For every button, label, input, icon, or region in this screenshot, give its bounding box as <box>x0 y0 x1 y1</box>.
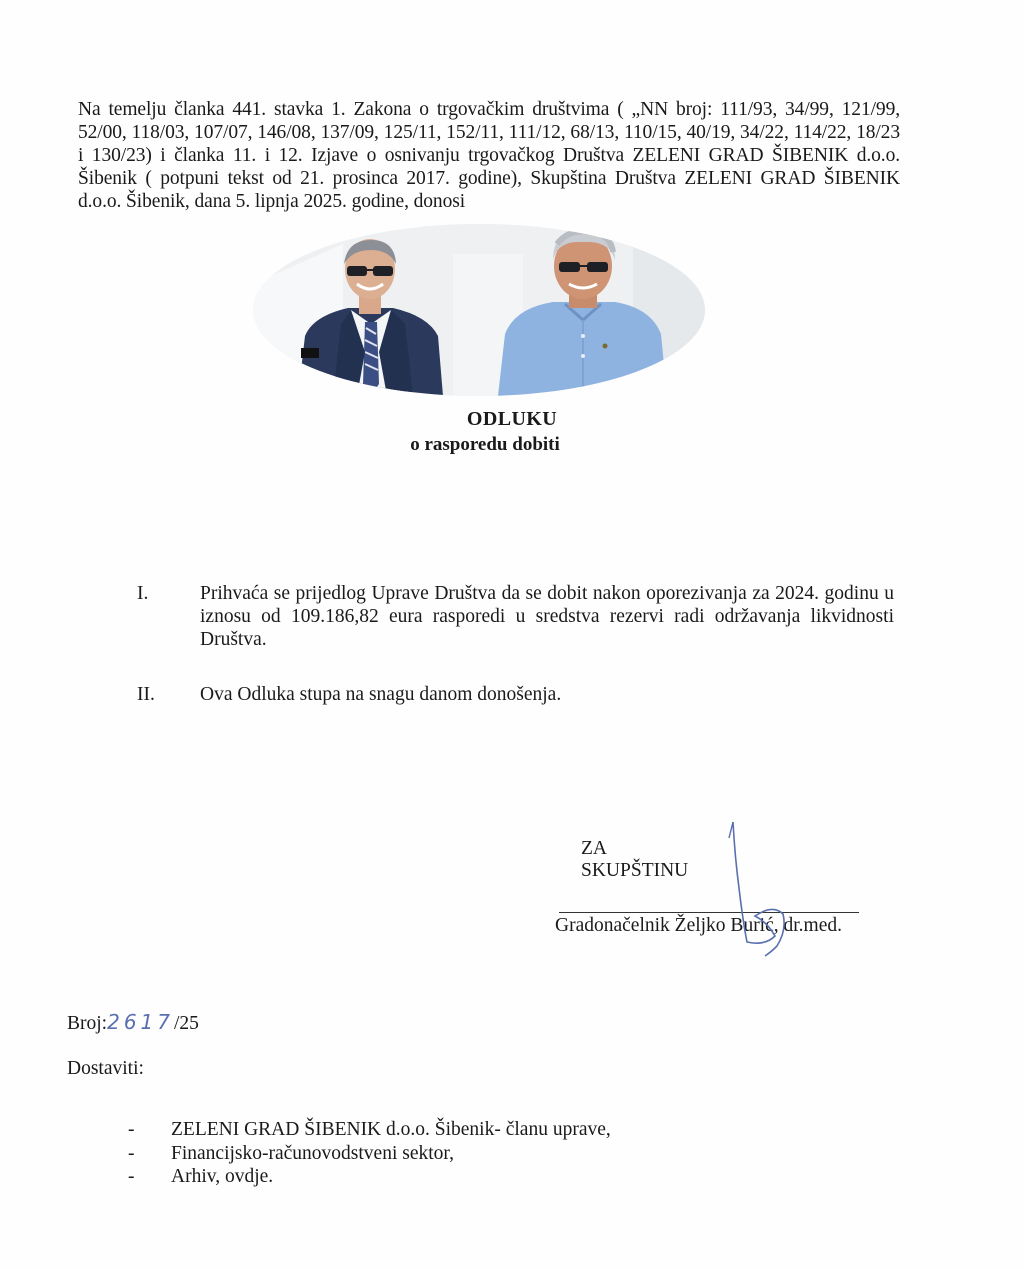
item-text: Ova Odluka stupa na snagu danom donošenja. <box>200 684 562 705</box>
title-subtitle: o rasporedu dobiti <box>410 434 560 455</box>
preamble-paragraph: Na temelju članka 441. stavka 1. Zakona o trgovačkim društvima ( „NN broj: 111/93, 34/99, 121/99, 52/00, 118/03, 107/07, 146/08, 137/09, 125/11, 152/11, 111/12, 68/13, 110/15, 40/19, 34/22, 114/22, 18/23 i 130/23) i članka 11. i 12. Izjave o osnivanju trgovačkog Društva ZELENI GRAD ŠIBENIK d.o.o. Šibenik ( potpuni tekst od 21. prosinca 2017. godine), Skupština Društva ZELENI GRAD ŠIBENIK d.o.o. Šibenik, dana 5. lipnja 2025. godine, donosi <box>78 99 900 212</box>
list-item <box>120 1118 611 1142</box>
list-bullet: - <box>128 1166 135 1187</box>
portrait-illustration <box>253 224 705 396</box>
list-bullet: - <box>128 1142 135 1164</box>
item-text: Prihvaća se prijedlog Uprave Društva da se dobit nakon oporezivanja za 2024. godinu u iznosu od 109.186,82 eura rasporedi u sredstva rezervi radi održavanja likvidnosti Društva. <box>200 583 894 650</box>
recipient-text: ZELENI GRAD ŠIBENIK d.o.o. Šibenik- članu uprave, <box>171 1119 611 1140</box>
item-number: I. <box>137 583 149 604</box>
distribution-label: Dostaviti: <box>67 1058 144 1079</box>
recipient-text: Financijsko-računovodstveni sektor, <box>171 1142 454 1164</box>
title-main: ODLUKU <box>466 408 558 430</box>
portrait-photo <box>253 224 705 396</box>
signature-title: ZA SKUPŠTINU <box>581 838 689 881</box>
reference-label: Broj: <box>67 1013 108 1034</box>
reference-handwritten: 2617 <box>107 1010 174 1034</box>
item-number: II. <box>137 684 155 705</box>
signatory-name: Gradonačelnik Željko Burić, dr.med. <box>555 915 842 936</box>
list-bullet: - <box>128 1119 135 1140</box>
distribution-list <box>120 1118 611 1189</box>
reference-suffix: /25 <box>174 1013 199 1034</box>
recipient-text: Arhiv, ovdje. <box>171 1166 274 1187</box>
list-item <box>120 1165 611 1189</box>
list-item <box>120 1142 611 1166</box>
signature-line <box>559 912 859 913</box>
handwritten-signature <box>725 818 795 958</box>
reference-number <box>67 1010 199 1035</box>
